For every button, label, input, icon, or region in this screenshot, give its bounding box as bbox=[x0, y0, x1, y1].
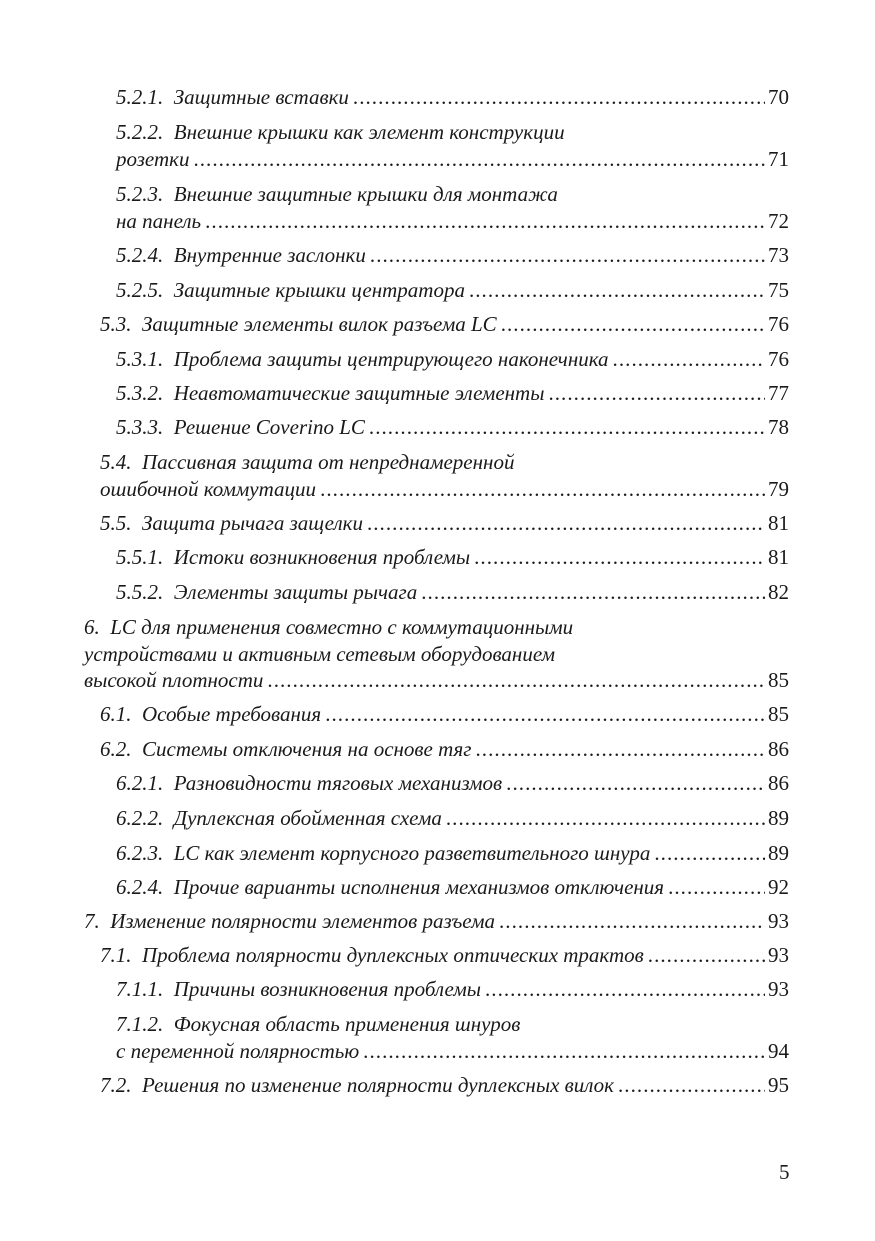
section-title: Дуплексная обойменная схема bbox=[173, 806, 442, 830]
leader-dots bbox=[367, 510, 765, 536]
section-title-continued: розетки bbox=[116, 147, 190, 171]
section-number: 7.1. bbox=[100, 943, 132, 967]
section-title: Защитные элементы вилок разъема LC bbox=[142, 312, 497, 336]
section-title: Особые требования bbox=[142, 702, 322, 726]
page-ref: 85 bbox=[768, 668, 789, 692]
leader-dots bbox=[548, 380, 765, 406]
page-ref: 71 bbox=[768, 147, 789, 171]
leader-dots bbox=[476, 736, 766, 762]
section-number: 5.2.3. bbox=[116, 182, 164, 206]
page-ref: 76 bbox=[768, 347, 789, 371]
page-number: 5 bbox=[779, 1160, 790, 1184]
section-title: Проблема полярности дуплексных оптических трактов bbox=[142, 943, 644, 967]
page-ref: 89 bbox=[768, 841, 789, 865]
section-title-continued: ошибочной коммутации bbox=[100, 477, 317, 501]
page-ref: 86 bbox=[768, 771, 789, 795]
section-title: Проблема защиты центрирующего наконечника bbox=[173, 347, 609, 371]
section-title: Системы отключения на основе тяг bbox=[142, 737, 472, 761]
section-title: Прочие варианты исполнения механизмов отключения bbox=[173, 875, 665, 899]
section-number: 6.2.1. bbox=[116, 771, 164, 795]
page-ref: 73 bbox=[768, 243, 789, 267]
leader-dots bbox=[320, 476, 765, 502]
page-ref: 75 bbox=[768, 278, 789, 302]
section-number: 6.2. bbox=[100, 737, 132, 761]
page-ref: 92 bbox=[768, 875, 789, 899]
section-title-continued: на панель bbox=[116, 209, 202, 233]
section-number: 5.5.1. bbox=[116, 545, 164, 569]
leader-dots bbox=[485, 976, 765, 1002]
page-ref: 94 bbox=[768, 1039, 789, 1063]
section-number: 5.3. bbox=[100, 312, 132, 336]
section-title: Причины возникновения проблемы bbox=[173, 977, 481, 1001]
section-title: LC для применения совместно с коммутационными bbox=[110, 615, 574, 639]
section-number: 5.2.1. bbox=[116, 85, 164, 109]
page-ref: 76 bbox=[768, 312, 789, 336]
leader-dots bbox=[499, 908, 765, 934]
leader-dots bbox=[501, 311, 765, 337]
leader-dots bbox=[193, 146, 765, 172]
section-title: Внутренние заслонки bbox=[173, 243, 366, 267]
section-title: Решения по изменение полярности дуплексных вилок bbox=[142, 1073, 614, 1097]
section-number: 6.2.2. bbox=[116, 806, 164, 830]
page-ref: 81 bbox=[768, 545, 789, 569]
leader-dots bbox=[469, 277, 765, 303]
section-title: Решение Coverino LC bbox=[173, 415, 365, 439]
page-ref: 79 bbox=[768, 477, 789, 501]
section-number: 7. bbox=[84, 909, 100, 933]
page-ref: 93 bbox=[768, 977, 789, 1001]
leader-dots bbox=[654, 840, 765, 866]
section-number: 5.3.2. bbox=[116, 381, 164, 405]
section-number: 6. bbox=[84, 615, 100, 639]
leader-dots bbox=[648, 942, 765, 968]
page-ref: 81 bbox=[768, 511, 789, 535]
section-number: 5.5. bbox=[100, 511, 132, 535]
section-title: Защита рычага защелки bbox=[142, 511, 363, 535]
section-title: Внешние крышки как элемент конструкции bbox=[173, 120, 565, 144]
page-ref: 85 bbox=[768, 702, 789, 726]
page-ref: 77 bbox=[768, 381, 789, 405]
section-number: 6.1. bbox=[100, 702, 132, 726]
leader-dots bbox=[421, 579, 765, 605]
section-title: LC как элемент корпусного разветвительного шнура bbox=[173, 841, 651, 865]
section-title: Фокусная область применения шнуров bbox=[173, 1012, 521, 1036]
page-ref: 82 bbox=[768, 580, 789, 604]
leader-dots bbox=[325, 701, 765, 727]
section-number: 7.1.1. bbox=[116, 977, 164, 1001]
leader-dots bbox=[506, 770, 765, 796]
leader-dots bbox=[618, 1072, 765, 1098]
section-title: Пассивная защита от непреднамеренной bbox=[142, 450, 515, 474]
leader-dots bbox=[369, 414, 765, 440]
leader-dots bbox=[613, 346, 765, 372]
section-number: 5.4. bbox=[100, 450, 132, 474]
section-number: 5.3.1. bbox=[116, 347, 164, 371]
section-number: 7.2. bbox=[100, 1073, 132, 1097]
section-number: 6.2.3. bbox=[116, 841, 164, 865]
section-number: 5.5.2. bbox=[116, 580, 164, 604]
section-title: Защитные крышки центратора bbox=[173, 278, 465, 302]
page-ref: 72 bbox=[768, 209, 789, 233]
section-number: 5.3.3. bbox=[116, 415, 164, 439]
page-ref: 89 bbox=[768, 806, 789, 830]
page-ref: 93 bbox=[768, 909, 789, 933]
section-number: 5.2.4. bbox=[116, 243, 164, 267]
section-number: 5.2.2. bbox=[116, 120, 164, 144]
section-title-continued: устройствами и активным сетевым оборудованием bbox=[84, 642, 556, 666]
leader-dots bbox=[363, 1038, 765, 1064]
page-ref: 70 bbox=[768, 85, 789, 109]
section-title: Истоки возникновения проблемы bbox=[173, 545, 471, 569]
section-title: Разновидности тяговых механизмов bbox=[173, 771, 503, 795]
section-title: Изменение полярности элементов разъема bbox=[110, 909, 495, 933]
section-number: 6.2.4. bbox=[116, 875, 164, 899]
leader-dots bbox=[370, 242, 765, 268]
leader-dots bbox=[474, 544, 765, 570]
page-ref: 95 bbox=[768, 1073, 789, 1097]
leader-dots bbox=[446, 805, 765, 831]
leader-dots bbox=[205, 208, 765, 234]
section-title-continued: высокой плотности bbox=[84, 668, 264, 692]
leader-dots bbox=[353, 84, 765, 110]
page-ref: 86 bbox=[768, 737, 789, 761]
section-title-continued: с переменной полярностью bbox=[116, 1039, 360, 1063]
leader-dots bbox=[267, 667, 765, 693]
section-title: Неавтоматические защитные элементы bbox=[173, 381, 545, 405]
section-title: Внешние защитные крышки для монтажа bbox=[173, 182, 558, 206]
section-number: 7.1.2. bbox=[116, 1012, 164, 1036]
page-ref: 78 bbox=[768, 415, 789, 439]
section-number: 5.2.5. bbox=[116, 278, 164, 302]
section-title: Защитные вставки bbox=[173, 85, 349, 109]
leader-dots bbox=[668, 874, 765, 900]
page-ref: 93 bbox=[768, 943, 789, 967]
section-title: Элементы защиты рычага bbox=[173, 580, 418, 604]
